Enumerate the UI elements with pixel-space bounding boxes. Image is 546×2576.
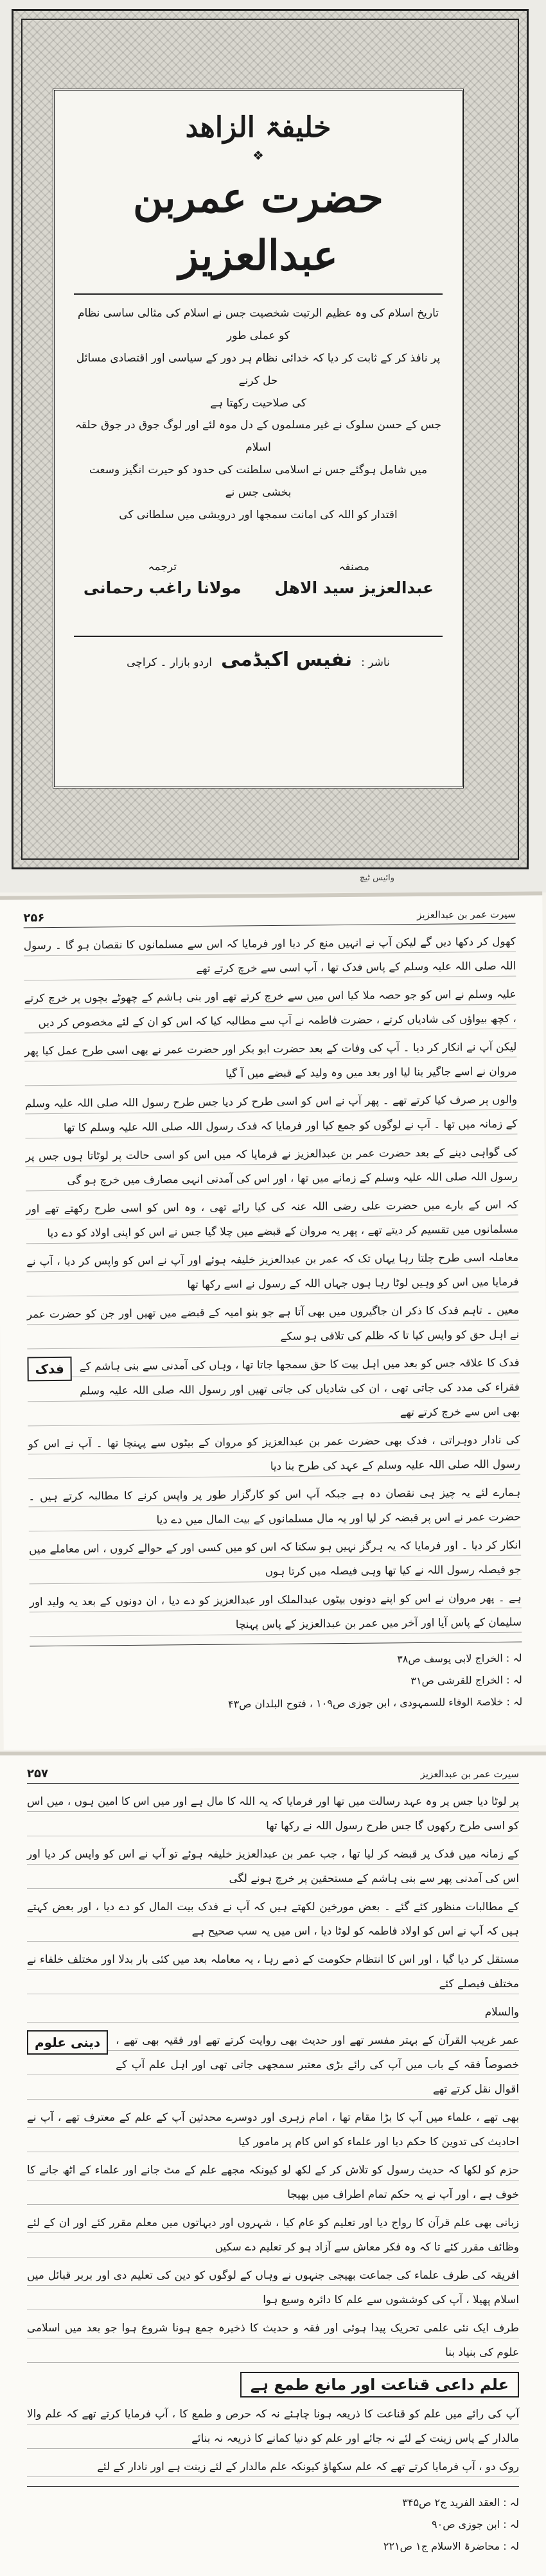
page-number: ۲۵۶ <box>23 911 45 925</box>
paragraph: افریقہ کی طرف علماء کی جماعت بھیجی جنہوں نے وہاں کے لوگوں کو دین کی تعلیم دی اور بربر قبائل میں اسلام پھیلا ، آپ کی کوششوں سے علم کا دائرہ وسیع ہوا <box>27 2263 519 2311</box>
paragraph: روک دو ، آپ فرمایا کرتے تھے کہ علم سکھاؤ کیونکہ علم مالدار کے لئے زینت ہے اور نادار کے لئے <box>27 2454 519 2478</box>
section-heading-wrap <box>27 2368 519 2401</box>
translator-block <box>74 560 251 597</box>
paragraph <box>27 2028 519 2101</box>
translator-role: ترجمہ <box>148 560 177 573</box>
paragraph: معین ۔ تاہم فدک کا ذکر ان جاگیروں میں بھی آتا ہے جو بنو امیہ کے قبضے میں تھیں اور جن کو حضرت عمر نے اہل حق کو واپس کیا تا کہ ظلم کی تلافی ہو سکے <box>27 1298 520 1351</box>
paragraph: زبانی بھی علم قرآن کا رواج دیا اور تعلیم کو عام کیا ، شہروں اور دیہاتوں میں معلم مقرر کئے اور ان کے لئے وظائف مقرر کئے تا کہ وہ فکر معاش سے آزاد ہو کر تعلیم دے سکیں <box>27 2210 519 2259</box>
paragraph: طرف ایک نئی علمی تحریک پیدا ہوئی اور فقہ و حدیث کا ذخیرہ جمع ہونا شروع ہوا جو بعد میں اسلامی علوم کی بنیاد بنا <box>27 2315 519 2364</box>
description-line: تاریخ اسلام کی وہ عظیم الرتبت شخصیت جس نے اسلام کی مثالی ساسی نظام کو عملی طور <box>77 307 439 343</box>
translator-name: مولانا راغب رحمانی <box>83 578 242 597</box>
paragraph: ہمارے لئے یہ چیز ہی نقصان دہ ہے جبکہ آپ اس کو کارگزار طور پر واپس کرنے کا مطالبہ کرتے ہیں ۔ حضرت عمر نے اس پر قبضہ کر لیا اور یہ مال مسلمانوں کے بیت المال میں دے دیا <box>28 1480 521 1533</box>
publisher-place: اردو بازار ۔ کراچی <box>127 656 212 669</box>
paragraph: لیکن آپ نے انکار کر دیا ۔ آپ کی وفات کے بعد حضرت ابو بکر اور حضرت عمر نے بھی اسی طرح عمل کیا پھر مروان نے اسے جاگیر بنا لیا اور بعد میں وہ ولید کے قبضے میں آ گیا <box>24 1034 517 1088</box>
paragraph <box>27 1350 520 1428</box>
handwritten-note: وائیس ٹیچ <box>360 873 395 883</box>
divider <box>74 293 443 295</box>
paragraph: مستقل کر دیا گیا ، اور اس کا انتظام حکومت کے ذمے رہا ، یہ معاملہ بعد میں کئی بار بدلا اور مختلف خلفاء نے مختلف فیصلے کئے <box>27 1947 519 1996</box>
paragraph-text: فدک کا علاقہ جس کو بعد میں اہل بیت کا حق سمجھا جاتا تھا ، وہاں کی آمدنی سے بنی ہاشم کے فقراء کی مدد کی جاتی تھی ، ان کی شادیاں کی جاتی تھیں اور رسول اللہ صلی اللہ علیہ وسلم بھی اس سے خرچ کرتے تھے <box>79 1355 520 1419</box>
page-number: ۲۵۷ <box>27 1767 48 1780</box>
description-line: کی صلاحیت رکھتا ہے <box>210 396 306 410</box>
author-role: مصنفہ <box>339 560 370 573</box>
paragraph: کے مطالبات منظور کئے گئے ۔ بعض مورخین لکھتے ہیں کہ آپ نے فدک بیت المال کو دے دیا ، اور بعض کہتے ہیں کہ آپ نے اس کو اولاد فاطمہ کو لوٹا دیا ، اس میں یہ سب صحیح ہے <box>27 1894 519 1943</box>
footnote: لہ : محاضرۃ الاسلام ج۱ ص۲۲۱ <box>383 2540 519 2552</box>
footnote: لہ : ابن جوزی ص۹۰ <box>432 2518 519 2530</box>
description-line: پر نافذ کر کے ثابت کر دیا کہ خدائی نظام ہر دور کے سیاسی اور اقتصادی مسائل حل کرنے <box>76 351 441 387</box>
paragraph: انکار کر دیا ۔ اور فرمایا کہ یہ ہرگز نہیں ہو سکتا کہ اس کو میں کسی اور کے حوالے کروں ، اس معاملے میں جو فیصلہ رسول اللہ نے کیا تھا وہی فیصلہ میں کرتا ہوں <box>29 1533 522 1586</box>
footnote: لہ : الخراج للقرشی ص۳۱ <box>410 1673 522 1687</box>
book-title: حضرت عمربن عبدالعزیز <box>133 174 383 280</box>
publisher-line <box>74 636 443 671</box>
paragraph: کھول کر دکھا دیں گے لیکن آپ نے انہیں منع کر دیا اور فرمایا کہ اس سے مسلمانوں کا نقصان ہو گا ۔ رسول اللہ صلی اللہ علیہ وسلم کے پاس فدک تھا ، آپ اسی سے خرچ کرتے تھے <box>24 929 516 982</box>
text-page-257 <box>0 1752 546 2576</box>
text-page-256 <box>0 891 546 1750</box>
section-heading: فدک <box>27 1357 71 1382</box>
running-head: سیرت عمر بن عبدالعزیز <box>420 1768 519 1780</box>
description-line: جس کے حسن سلوک نے غیر مسلموں کے دل موہ لئے اور لوگ جوق در جوق حلقہ اسلام <box>75 419 442 455</box>
paragraph: کہ اس کے بارے میں حضرت علی رضی اللہ عنہ کی کیا رائے تھی ، وہ اس کو اسی طرح رکھتے تھے اور مسلمانوں میں تقسیم کر دیتے تھے ، پھر یہ مروان کے قبضے میں چلا گیا جس نے اس کو اپنی اولاد کو دے دیا <box>26 1192 518 1246</box>
footnotes <box>30 1642 522 1718</box>
footnote: لہ : خلاصۃ الوفاء للسمہودی ، ابن جوزی ص۱۰۹ ، فتوح البلدان ص۴۳ <box>227 1695 523 1710</box>
paragraph: والوں پر صرف کیا کرتے تھے ۔ پھر آپ نے اس کو اسی طرح کر دیا جس طرح رسول اللہ صلی اللہ علیہ وسلم کے زمانہ میں تھا ۔ آپ نے لوگوں کو جمع کیا اور فرمایا کہ فدک رسول اللہ صلی اللہ علیہ وسلم کا تھا <box>25 1087 518 1140</box>
publisher-label: ناشر : <box>361 656 390 669</box>
paragraph: کی نادار دوہراتی ، فدک بھی حضرت عمر بن عبدالعزیز کو مروان کے بیٹوں سے پہنچا تھا ۔ آپ نے اس کو رسول اللہ صلی اللہ علیہ وسلم کے عہد کی طرح بنا دیا <box>28 1427 520 1481</box>
description-line: میں شامل ہوگئے جس نے اسلامی سلطنت کی حدود کو حیرت انگیز وسعت بخشی جس نے <box>89 464 428 499</box>
footnotes <box>27 2486 519 2557</box>
ornament-icon: ❖ <box>252 148 264 163</box>
description-line: اقتدار کو اللہ کی امانت سمجھا اور درویشی میں سلطانی کی <box>119 508 398 521</box>
title-page <box>0 0 546 892</box>
title-panel <box>53 89 464 788</box>
paragraph: آپ کی رائے میں علم کو قناعت کا ذریعہ ہونا چاہئے نہ کہ حرص و طمع کا ، آپ فرمایا کرتے تھے کہ علم والا مالدار کے پاس زینت کے لئے نہ جائے اور علم کو دنیا کمانے کا ذریعہ نہ بنائے <box>27 2401 519 2450</box>
page-header <box>23 907 515 928</box>
footnote: لہ : الخراج لابی یوسف ص۳۸ <box>397 1651 522 1666</box>
section-heading: دینی علوم <box>27 2030 108 2055</box>
paragraph: ہے ۔ پھر مروان نے اس کو اپنے دونوں بیٹوں عبدالملک اور عبدالعزیز کو دے دیا ، ان دونوں کے بعد یہ ولید اور سلیمان کے پاس آیا اور آخر میں عمر بن عبدالعزیز کے پاس پہنچا <box>30 1585 522 1639</box>
paragraph: کی گواہی دینے کے بعد حضرت عمر بن عبدالعزیز نے فرمایا کہ میں اس کو اسی حالت پر لوٹاتا ہوں جس پر رسول اللہ صلی اللہ علیہ وسلم کے زمانے میں تھا ، اور اس کی آمدنی انہی مصارف میں خرچ ہو گی <box>26 1140 518 1193</box>
paragraph: کے زمانہ میں فدک پر قبضہ کر لیا تھا ، جب عمر بن عبدالعزیز خلیفہ ہوئے تو آپ نے اس کو واپس کر دیا اور اس کی آمدنی پھر سے بنی ہاشم کے مستحقین پر خرچ ہونے لگی <box>27 1841 519 1890</box>
paragraph: حزم کو لکھا کہ حدیث رسول کو تلاش کر کے لکھ لو کیونکہ مجھے علم کے مٹ جانے اور علماء کے اٹھ جانے کا خوف ہے ، اور آپ نے یہ حکم تمام اطراف میں بھیجا <box>27 2157 519 2206</box>
section-heading: علم داعی قناعت اور مانع طمع ہے <box>240 2372 519 2398</box>
series-title: خلیفۃ الزاھد <box>185 111 331 144</box>
paragraph: بھی تھے ، علماء میں آپ کا بڑا مقام تھا ، امام زہری اور دوسرے محدثین آپ کے علم کے معترف تھے ، آپ نے احادیث کی تدوین کا حکم دیا اور علماء کو اس کام پر مامور کیا <box>27 2105 519 2154</box>
credits <box>74 560 443 597</box>
paragraph: پر لوٹا دیا جس پر وہ عہد رسالت میں تھا اور فرمایا کہ یہ اللہ کا مال ہے اور میں اس کا امین ہوں ، میں اس کو اسی طرح رکھوں گا جس طرح رسول اللہ نے رکھا تھا <box>27 1789 519 1838</box>
running-head: سیرت عمر بن عبدالعزیز <box>417 908 516 921</box>
paragraph-text: عمر غریب القرآن کے بہتر مفسر تھے اور حدیث بھی روایت کرتے تھے اور فقیہ بھی تھے ، خصوصاً فقہ کے باب میں آپ کی رائے بڑی معتبر سمجھی جاتی تھی اور اہل علم آپ کے اقوال نقل کرتے تھے <box>116 2033 519 2095</box>
author-block <box>265 560 443 597</box>
paragraph: معاملہ اسی طرح چلتا رہا یہاں تک کہ عمر بن عبدالعزیز خلیفہ ہوئے اور آپ نے اس کو واپس کر دیا ، آپ نے فرمایا میں اس کو وہیں لوٹا رہا ہوں جہاں اللہ کے رسول نے اسے رکھا تھا <box>26 1245 519 1298</box>
book-description <box>74 302 443 526</box>
page-header <box>27 1767 519 1784</box>
closing-line: والسلام <box>27 1999 519 2024</box>
footnote: لہ : العقد الفرید ج۲ ص۳۴۵ <box>402 2496 519 2509</box>
publisher-name: نفیس اکیڈمی <box>220 648 353 671</box>
paragraph: علیہ وسلم نے اس کو جو حصہ ملا کیا اس میں سے خرچ کرتے تھے اور بنی ہاشم کے چھوٹے بچوں پر خرچ کرتے ، کچھ بیواؤں کی شادیاں کرتے ، حضرت فاطمہ نے آپ سے مطالبہ کیا کہ اس کو ان کے لئے مخصوص کر دیں <box>24 982 516 1035</box>
author-name: عبدالعزیز سید الاھل <box>274 578 434 597</box>
